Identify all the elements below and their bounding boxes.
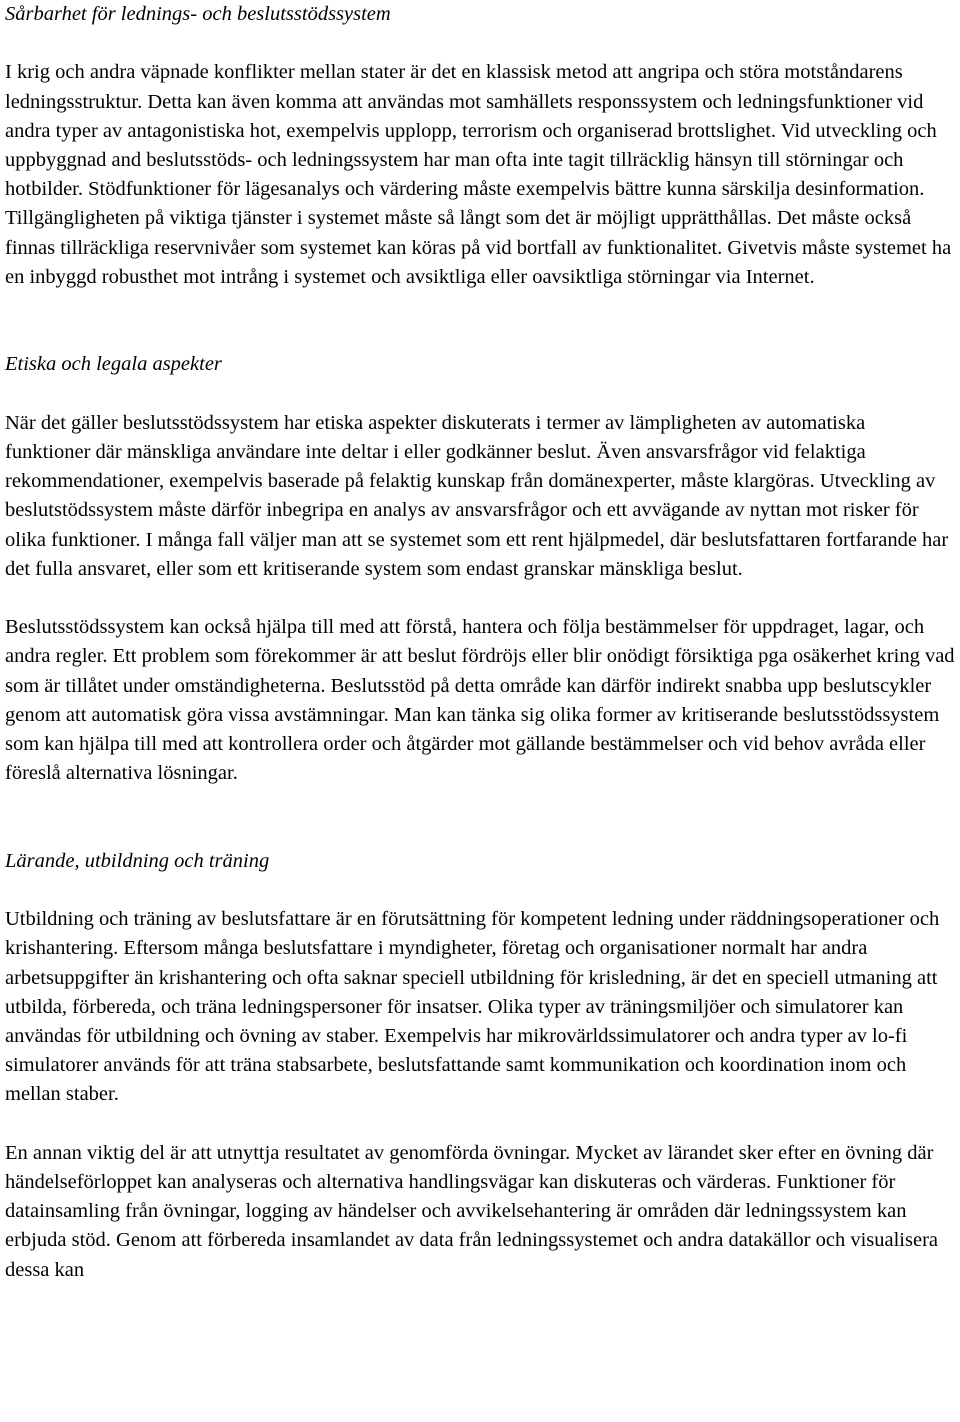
spacer [5,380,955,409]
section-vulnerability [5,0,955,292]
spacer [5,876,955,905]
body-paragraph: Utbildning och träning av beslutsfattare är en förutsättning för kompetent ledning under räddningsoperationer och krishantering. Eftersom många beslutsfattare i myndigheter, företag och organisationer normalt har andra arbetsuppgifter än krishantering och ofta saknar speciell utbildning för krisledning, är det en speciell utmaning att utbilda, förbereda, och träna ledningspersoner för insatser. Olika typer av träningsmiljöer och simulatorer kan användas för utbildning och övning av staber. Exempelvis har mikrovärldssimulatorer och andra typer av lo-fi simulatorer används för att träna stabsarbete, beslutsfattande samt kommunikation och koordination inom och mellan staber. [5,908,940,1106]
section-heading: Lärande, utbildning och träning [5,849,270,872]
spacer [5,584,955,613]
body-paragraph: När det gäller beslutsstödssystem har etiska aspekter diskuterats i termer av lämpligheten av automatiska funktioner där mänskliga användare inte deltar i eller godkänner beslut. Även ansvarsfrågor vid felaktiga rekommendationer, exempelvis baserade på felaktig kunskap från domänexperter, måste klargöras. Utveckling av beslutstödssystem måste därför inbegripa en analys av ansvarsfrågor och ett avvägande av nyttan mot risker för olika funktioner. I många fall väljer man att se systemet som ett rent hjälpmedel, där beslutsfattaren fortfarande har det fulla ansvaret, eller som ett kritiserande system som endast granskar mänskliga beslut. [5,411,949,580]
body-paragraph: En annan viktig del är att utnyttja resultatet av genomförda övningar. Mycket av lärandet sker efter en övning där händelseförloppet kan analyseras och alternativa handlingsvägar kan diskuteras och värderas. Funktioner för datainsamling från övningar, logging av händelser och avvikelsehantering är områden där ledningssystem kan erbjuda stöd. Genom att förbereda insamlandet av data från ledningssystemet och andra datakällor och visualisera dessa kan [5,1141,938,1281]
section-heading: Sårbarhet för lednings- och beslutsstödssystem [5,3,391,25]
section-ethics [5,350,955,788]
body-paragraph: I krig och andra väpnade konflikter mellan stater är det en klassisk metod att angripa och störa motståndarens ledningsstruktur. Detta kan även komma att användas mot samhällets responssystem och ledningsfunktioner vid andra typer av antagonistiska hot, exempelvis upplopp, terrorism och organiserad brottslighet. Vid utveckling och uppbyggnad and beslutsstöds- och ledningssystem har man ofta inte tagit tillräcklig hänsyn till störningar och hotbilder. Stödfunktioner för lägesanalys och värdering måste exempelvis bättre kunna särskilja desinformation. Tillgängligheten på viktiga tjänster i systemet måste så långt som det är möjligt upprätthållas. Det måste också finnas tillräckliga reservnivåer som systemet kan köras på vid bortfall av funktionalitet. Givetvis måste systemet ha en inbyggd robusthet mot intrång i systemet och avsiktliga eller oavsiktliga störningar via Internet. [5,61,952,288]
spacer [5,788,955,846]
document-page [5,0,955,1285]
spacer [5,29,955,58]
section-learning [5,847,955,1285]
spacer [5,292,955,350]
body-paragraph: Beslutsstödssystem kan också hjälpa till med att förstå, hantera och följa bestämmelser för uppdraget, lagar, och andra regler. Ett problem som förekommer är att beslut fördröjs eller blir onödigt försiktiga pga osäkerhet kring vad som är tillåtet under omständigheterna. Beslutsstöd på detta område kan därför indirekt snabba upp beslutscykler genom att automatisk göra vissa avstämningar. Man kan tänka sig olika former av kritiserande beslutsstödssystem som kan hjälpa till med att kontrollera order och åtgärder mot gällande bestämmelser och vid behov avråda eller föreslå alternativa lösningar. [5,616,955,785]
section-heading: Etiska och legala aspekter [5,353,222,376]
spacer [5,1110,955,1139]
